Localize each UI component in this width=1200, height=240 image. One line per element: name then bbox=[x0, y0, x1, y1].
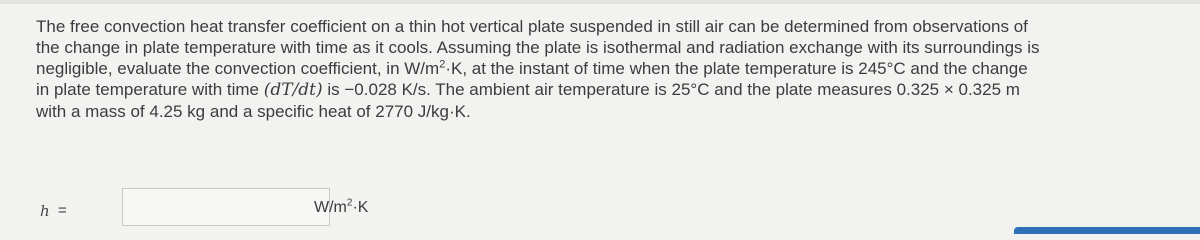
question-line-5: with a mass of 4.25 kg and a specific heat of 2770 J/kg·K. bbox=[36, 102, 471, 121]
question-line-4 bbox=[36, 79, 1176, 101]
derivative-expression: (dT/dt) bbox=[263, 80, 323, 100]
question-line-3 bbox=[36, 58, 1176, 79]
variable-label: h bbox=[40, 202, 50, 220]
question-line-4-start: in plate temperature with time bbox=[36, 80, 264, 99]
question-text bbox=[36, 16, 1176, 122]
question-line-3-start: negligible, evaluate the convection coefficient, in W/m bbox=[36, 59, 440, 78]
question-line-1: The free convection heat transfer coefficient on a thin hot vertical plate suspended in still air can be determined from observations of bbox=[36, 17, 1028, 36]
question-line-2: the change in plate temperature with time as it cools. Assuming the plate is isothermal and radiation exchange with its surroundings is bbox=[36, 38, 1040, 57]
question-line-4-end: is −0.028 K/s. The ambient air temperature is 25°C and the plate measures 0.325 × 0.325 m bbox=[322, 80, 1020, 99]
answer-row bbox=[36, 188, 536, 228]
unit-label bbox=[314, 199, 368, 217]
unit-superscript: 2 bbox=[346, 197, 353, 209]
unit-label-end: ·K bbox=[352, 199, 369, 216]
question-line-3-end: ·K, at the instant of time when the plate temperature is 245°C and the change bbox=[445, 59, 1028, 78]
submit-button-edge[interactable] bbox=[1014, 227, 1200, 234]
answer-input[interactable] bbox=[122, 188, 330, 226]
equals-sign: = bbox=[58, 202, 67, 219]
unit-label-start: W/m bbox=[314, 199, 347, 216]
top-edge bbox=[0, 0, 1200, 4]
question-line-3-superscript: 2 bbox=[439, 58, 446, 71]
